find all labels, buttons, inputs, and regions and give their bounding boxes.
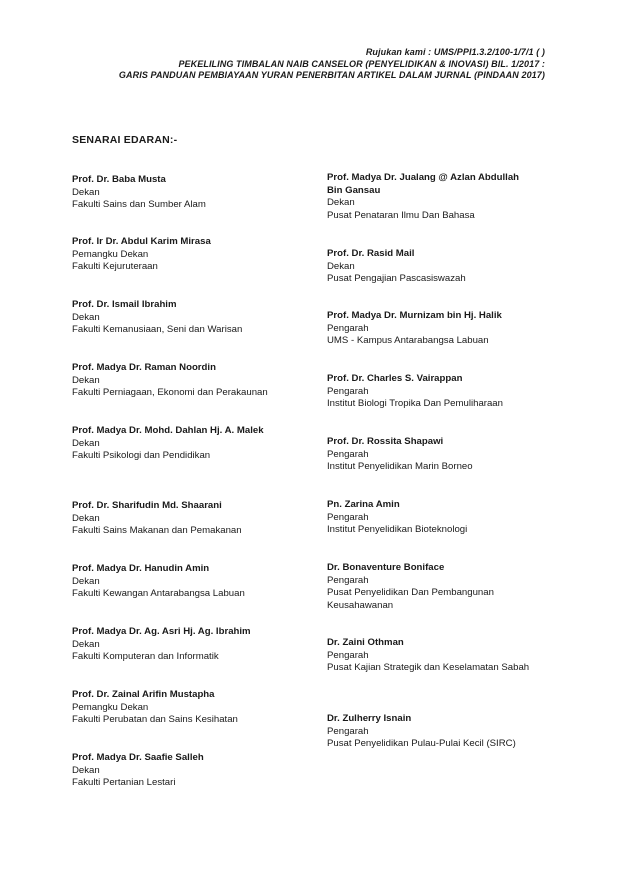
recipient-unit: Institut Biologi Tropika Dan Pemuliharaan <box>327 398 503 409</box>
recipient-role: Pengarah <box>327 322 369 334</box>
recipient-unit: Fakulti Perniagaan, Ekonomi dan Perakaunan <box>72 387 268 398</box>
recipient-entry <box>72 752 204 790</box>
recipient-unit: Fakulti Psikologi dan Pendidikan <box>72 450 211 461</box>
recipient-role: Pengarah <box>327 725 369 737</box>
recipient-entry <box>327 436 473 474</box>
recipient-entry <box>327 713 516 751</box>
recipient-name: Prof. Dr. Ismail Ibrahim <box>72 299 177 310</box>
recipient-unit: Pusat Penataran Ilmu Dan Bahasa <box>327 209 475 221</box>
recipient-unit: Fakulti Sains Makanan dan Pemakanan <box>72 525 242 536</box>
recipient-unit: Fakulti Komputeran dan Informatik <box>72 651 219 662</box>
recipient-entry <box>72 174 206 212</box>
circular-title-line-2: GARIS PANDUAN PEMBIAYAAN YURAN PENERBITAN ARTIKEL DALAM JURNAL (PINDAAN 2017) <box>118 70 545 80</box>
recipient-role: Dekan <box>72 186 100 198</box>
recipient-entry <box>327 172 532 222</box>
recipient-role: Pengarah <box>327 385 369 397</box>
recipient-role: Pengarah <box>327 574 369 586</box>
recipient-name: Prof. Madya Dr. Ag. Asri Hj. Ag. Ibrahim <box>72 626 251 637</box>
recipient-role: Pemangku Dekan <box>72 248 149 260</box>
recipient-name: Prof. Dr. Rossita Shapawi <box>327 436 444 447</box>
recipient-unit: Fakulti Kejuruteraan <box>72 261 158 272</box>
recipient-role: Dekan <box>72 311 100 323</box>
recipient-unit: Fakulti Kewangan Antarabangsa Labuan <box>72 588 245 599</box>
document-header <box>119 47 545 82</box>
recipient-unit: Fakulti Pertanian Lestari <box>72 777 176 788</box>
recipient-role: Dekan <box>72 638 100 650</box>
reference-number: Rujukan kami : UMS/PPI1.3.2/100-1/7/1 ( ) <box>365 47 545 57</box>
recipient-name: Prof. Ir Dr. Abdul Karim Mirasa <box>72 236 211 247</box>
recipient-role: Dekan <box>72 437 100 449</box>
recipient-role: Dekan <box>327 260 355 272</box>
recipient-unit: Pusat Kajian Strategik dan Keselamatan Sabah <box>327 662 530 673</box>
recipient-entry <box>327 562 527 612</box>
recipient-role: Pengarah <box>327 649 369 661</box>
recipient-name: Dr. Bonaventure Boniface <box>327 562 445 573</box>
recipient-name: Prof. Dr. Rasid Mail <box>327 248 415 259</box>
recipient-unit: Fakulti Kemanusiaan, Seni dan Warisan <box>72 324 243 335</box>
recipient-name: Prof. Dr. Charles S. Vairappan <box>327 373 463 384</box>
recipient-unit: UMS - Kampus Antarabangsa Labuan <box>327 335 489 346</box>
recipient-entry <box>72 500 242 538</box>
recipient-name: Prof. Madya Dr. Mohd. Dahlan Hj. A. Malek <box>72 425 264 436</box>
distribution-list-title: SENARAI EDARAN:- <box>72 134 178 146</box>
recipient-unit: Institut Penyelidikan Marin Borneo <box>327 461 473 472</box>
recipient-entry <box>72 626 251 664</box>
recipient-name: Dr. Zulherry Isnain <box>327 713 412 724</box>
recipient-name: Prof. Dr. Baba Musta <box>72 174 166 185</box>
recipient-role: Pengarah <box>327 511 369 523</box>
recipient-unit: Pusat Pengajian Pascasiswazah <box>327 273 466 284</box>
recipient-name: Prof. Madya Dr. Raman Noordin <box>72 362 216 373</box>
recipient-unit: Pusat Penyelidikan Dan Pembangunan Keusahawanan <box>327 587 494 611</box>
recipient-entry <box>72 236 211 274</box>
recipient-unit: Fakulti Sains dan Sumber Alam <box>72 199 206 210</box>
recipient-name: Prof. Madya Dr. Murnizam bin Hj. Halik <box>327 310 502 321</box>
recipient-role: Dekan <box>327 197 355 208</box>
recipient-name: Prof. Madya Dr. Hanudin Amin <box>72 563 210 574</box>
recipient-entry <box>327 637 532 675</box>
recipient-role: Dekan <box>72 575 100 587</box>
circular-title-line-1: PEKELILING TIMBALAN NAIB CANSELOR (PENYELIDIKAN & INOVASI) BIL. 1/2017 : <box>178 58 545 69</box>
recipient-entry <box>72 689 238 727</box>
recipient-role: Pengarah <box>327 448 369 460</box>
recipient-name: Prof. Madya Dr. Jualang @ Azlan Abdullah Bin Gansau <box>327 172 520 196</box>
recipient-name: Pn. Zarina Amin <box>327 499 400 510</box>
recipient-entry <box>72 563 245 601</box>
recipient-name: Dr. Zaini Othman <box>327 637 404 648</box>
recipient-role: Pemangku Dekan <box>72 701 149 713</box>
recipient-unit: Pusat Penyelidikan Pulau-Pulai Kecil (SIRC) <box>327 738 516 749</box>
recipient-unit: Fakulti Perubatan dan Sains Kesihatan <box>72 714 238 725</box>
recipient-entry <box>72 425 277 463</box>
recipient-role: Dekan <box>72 512 100 524</box>
recipient-unit: Institut Penyelidikan Bioteknologi <box>327 524 468 535</box>
recipient-entry <box>327 248 466 286</box>
recipient-role: Dekan <box>72 764 100 776</box>
recipient-role: Dekan <box>72 374 100 386</box>
recipient-name: Prof. Madya Dr. Saafie Salleh <box>72 752 204 763</box>
recipient-entry <box>327 373 503 411</box>
recipient-entry <box>327 310 502 348</box>
recipient-name: Prof. Dr. Sharifudin Md. Shaarani <box>72 500 222 511</box>
recipient-name: Prof. Dr. Zainal Arifin Mustapha <box>72 689 215 700</box>
recipient-entry <box>72 299 242 337</box>
recipient-entry <box>327 499 467 537</box>
recipient-entry <box>72 362 268 400</box>
